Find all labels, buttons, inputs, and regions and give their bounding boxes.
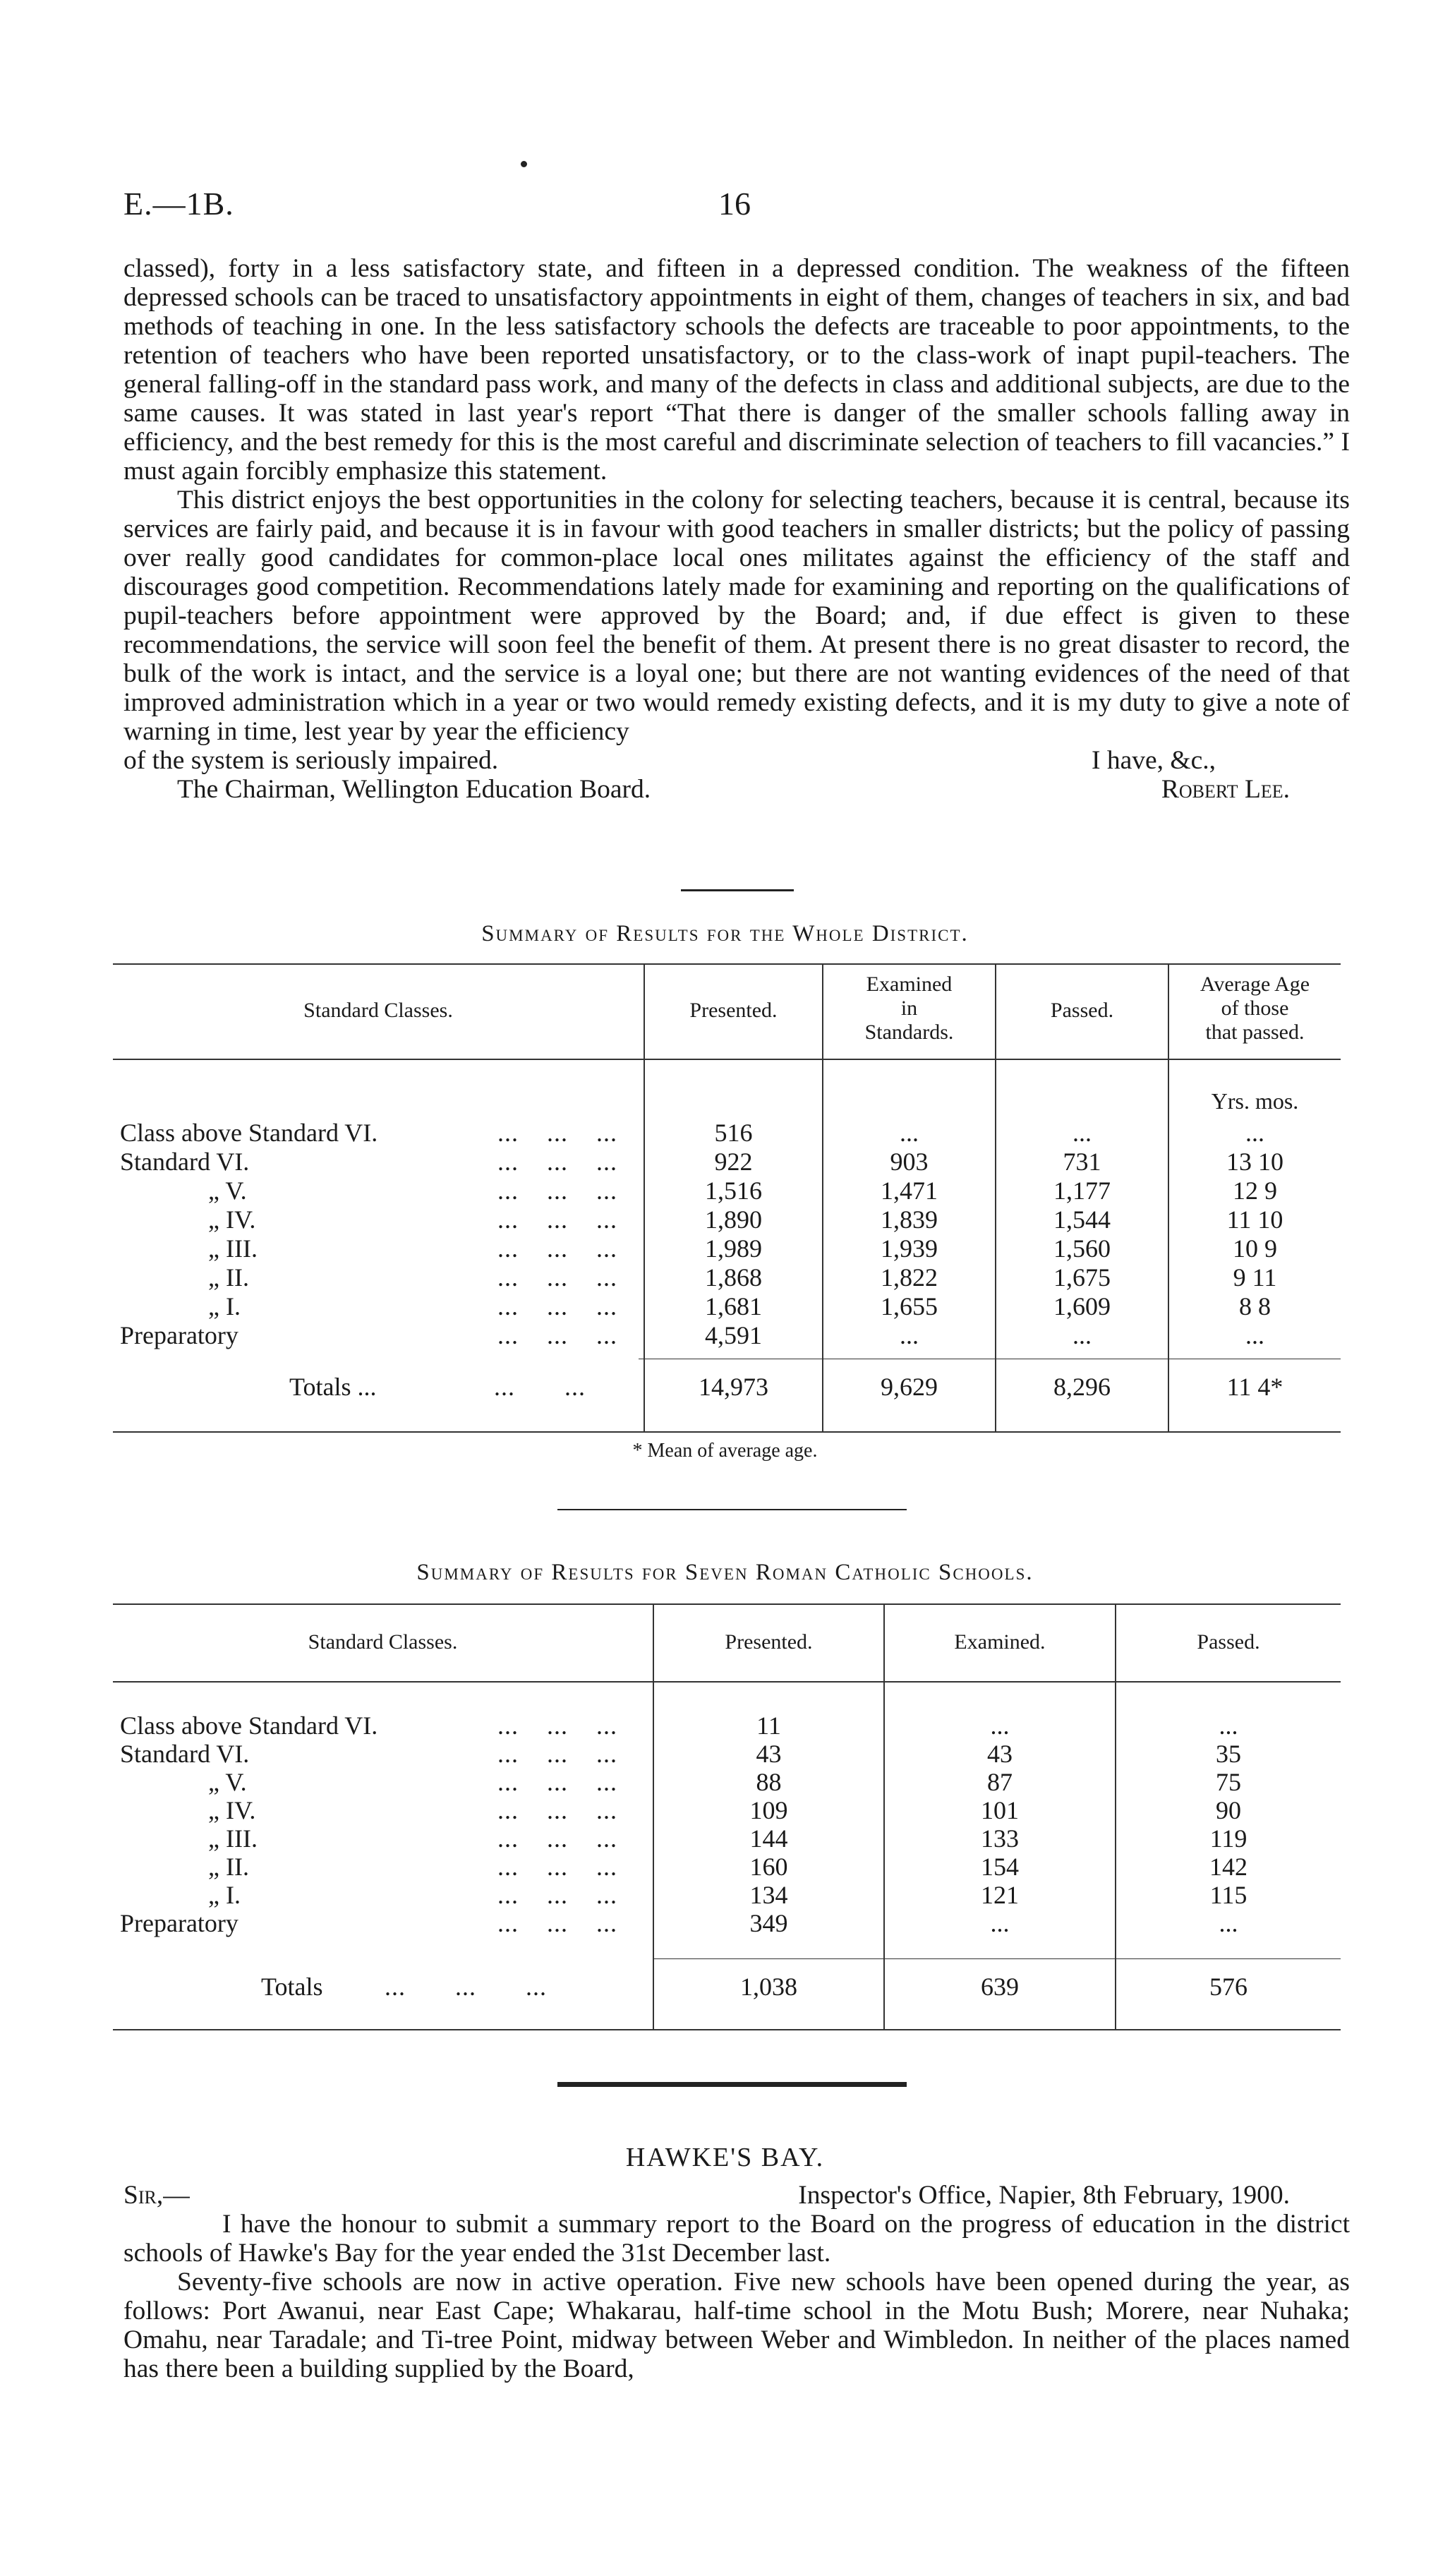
row-label: „ II. [208, 1853, 249, 1881]
table2-bottom-rule [113, 2029, 1341, 2030]
row-label: „ V. [208, 1768, 247, 1796]
body-text [123, 254, 1350, 804]
cell-presented: 349 [749, 1909, 788, 1937]
cell-age: 12 9 [1233, 1176, 1277, 1205]
total-passed: 8,296 [1053, 1373, 1111, 1401]
cell-presented: 11 [756, 1711, 781, 1740]
cell-examined: 101 [981, 1796, 1019, 1824]
cell-presented: 134 [749, 1881, 788, 1909]
table1-header-age: Average Age of those that passed. [1200, 973, 1310, 1044]
leader-dots: ... ... [494, 1373, 586, 1401]
addressee: The Chairman, Wellington Education Board. [177, 775, 651, 804]
cell-passed: 75 [1216, 1768, 1241, 1796]
table1-header-classes: Standard Classes. [303, 999, 453, 1022]
cell-examined: ... [900, 1321, 919, 1349]
totals-row [120, 1973, 1348, 2001]
totals-label: Totals [261, 1973, 323, 2001]
table1-header-passed: Passed. [1050, 999, 1114, 1022]
cell-presented: 88 [756, 1768, 782, 1796]
leader-dots: ... ... ... [497, 1292, 617, 1320]
row-label: „ III. [208, 1824, 258, 1853]
table2-header-passed: Passed. [1197, 1630, 1260, 1654]
cell-passed: ... [1219, 1909, 1238, 1937]
cell-presented: 4,591 [705, 1321, 762, 1349]
totals-row [120, 1373, 1348, 1401]
cell-passed: 1,560 [1053, 1234, 1111, 1263]
table-row [120, 1321, 1348, 1349]
section-heading: HAWKE'S BAY. [625, 2143, 825, 2172]
cell-passed: ... [1073, 1321, 1092, 1349]
row-label: „ IV. [208, 1205, 256, 1234]
table-row [120, 1768, 1348, 1796]
cell-examined: 154 [981, 1853, 1019, 1881]
leader-dots: ... ... ... [497, 1740, 617, 1768]
cell-examined: 1,939 [881, 1234, 938, 1263]
paragraph-1: classed), forty in a less satisfactory state, and fifteen in a depressed condition. The weakness of the fifteen depressed schools can be traced to unsatisfactory appointments in eight of them, changes of teachers in six, and bad methods of teaching in one. In the less satisfactory schools the defects are traceable to poor appointments, to the retention of teachers who have been reported unsatisfactory, or to the class-work of inapt pupil-teachers. The general falling-off in the standard pass work, and many of the defects in class and additional subjects, are due to the same causes. It was stated in last year's report “That there is danger of the smaller schools falling away in efficiency, and the best remedy for this is the most careful and discriminate selection of teachers to fill vacancies.” I must again forcibly emphasize this statement. [123, 254, 1350, 486]
leader-dots: ... ... ... [497, 1853, 617, 1881]
report-code: E.—1B. [123, 186, 234, 222]
cell-presented: 160 [749, 1853, 788, 1881]
cell-presented: 1,890 [705, 1205, 762, 1234]
cell-age: ... [1245, 1119, 1264, 1147]
table-row [120, 1796, 1348, 1824]
cell-passed: 1,609 [1053, 1292, 1111, 1320]
leader-dots: ... ... ... [497, 1119, 617, 1147]
table1-header-rule [113, 1059, 1341, 1060]
table1-top-rule [113, 963, 1341, 965]
print-speck [521, 161, 527, 167]
letter-paragraph-2: Seventy-five schools are now in active operation. Five new schools have been opened during the year, as follows: Port Awanui, near East Cape; Whakarau, half-time school in the Motu Bush; Morere, near Nuhaka; Omahu, near Taradale; and Ti-tree Point, midway between Weber and Wimbledon. In neither of the places named has there been a building supplied by the Board, [123, 2268, 1350, 2383]
cell-age: 11 10 [1226, 1205, 1283, 1234]
table1-footnote: * Mean of average age. [632, 1440, 818, 1462]
row-label: Preparatory [120, 1321, 238, 1349]
cell-age: 8 8 [1239, 1292, 1271, 1320]
leader-dots: ... ... ... [497, 1176, 617, 1205]
leader-dots: ... ... ... [385, 1973, 547, 2001]
cell-age: ... [1245, 1321, 1264, 1349]
dateline: Inspector's Office, Napier, 8th February, 1900. [798, 2181, 1290, 2210]
salutation: Sir,— [123, 2181, 190, 2210]
cell-passed: 142 [1209, 1853, 1247, 1881]
row-label: „ I. [208, 1292, 241, 1320]
cell-presented: 43 [756, 1740, 782, 1768]
table-row [120, 1263, 1348, 1292]
row-label: Standard VI. [120, 1740, 250, 1768]
row-label: Standard VI. [120, 1148, 250, 1176]
table-row [120, 1711, 1348, 1740]
row-label: Preparatory [120, 1909, 238, 1937]
cell-age: 13 10 [1226, 1148, 1283, 1176]
cell-presented: 516 [714, 1119, 753, 1147]
table2-header-classes: Standard Classes. [308, 1630, 458, 1654]
cell-passed: ... [1073, 1119, 1092, 1147]
signature-line [123, 775, 1350, 804]
cell-examined: 133 [981, 1824, 1019, 1853]
cell-examined: 121 [981, 1881, 1019, 1909]
cell-passed: 731 [1063, 1148, 1101, 1176]
row-label: Class above Standard VI. [120, 1711, 378, 1740]
leader-dots: ... ... ... [497, 1234, 617, 1263]
total-examined: 9,629 [881, 1373, 938, 1401]
cell-passed: 119 [1209, 1824, 1247, 1853]
total-examined: 639 [981, 1973, 1019, 2001]
table-row [120, 1909, 1348, 1937]
row-label: „ III. [208, 1234, 258, 1263]
cell-presented: 922 [714, 1148, 753, 1176]
cell-examined: 1,471 [881, 1176, 938, 1205]
leader-dots: ... ... ... [497, 1824, 617, 1853]
table2-caption: Summary of Results for Seven Roman Catholic Schools. [416, 1560, 1034, 1585]
leader-dots: ... ... ... [497, 1768, 617, 1796]
table2-header-rule [113, 1681, 1341, 1683]
table2-header-examined: Examined. [954, 1630, 1046, 1654]
cell-presented: 1,681 [705, 1292, 762, 1320]
cell-presented: 1,516 [705, 1176, 762, 1205]
leader-dots: ... ... ... [497, 1881, 617, 1909]
cell-passed: 1,675 [1053, 1263, 1111, 1292]
row-label: „ V. [208, 1176, 247, 1205]
leader-dots: ... ... ... [497, 1796, 617, 1824]
cell-passed: 1,177 [1053, 1176, 1111, 1205]
leader-dots: ... ... ... [497, 1321, 617, 1349]
leader-dots: ... ... ... [497, 1711, 617, 1740]
closing-line [123, 746, 1350, 775]
letter-salutation-line [123, 2181, 1350, 2210]
section-divider [557, 1509, 907, 1510]
cell-passed: 1,544 [1053, 1205, 1111, 1234]
table-row [120, 1176, 1348, 1205]
table2-header-presented: Presented. [725, 1630, 813, 1654]
cell-examined: ... [990, 1711, 1010, 1740]
table2-top-rule [113, 1603, 1341, 1605]
cell-passed: ... [1219, 1711, 1238, 1740]
total-presented: 14,973 [699, 1373, 768, 1401]
total-presented: 1,038 [740, 1973, 797, 2001]
table2-totals-rule [653, 1958, 1341, 1959]
totals-label: Totals ... [289, 1373, 377, 1401]
page-number: 16 [718, 186, 751, 222]
cell-examined: 1,822 [881, 1263, 938, 1292]
table-row [120, 1148, 1348, 1176]
signature: Robert Lee. [1161, 775, 1290, 804]
leader-dots: ... ... ... [497, 1909, 617, 1937]
cell-examined: 1,839 [881, 1205, 938, 1234]
leader-dots: ... ... ... [497, 1148, 617, 1176]
leader-dots: ... ... ... [497, 1205, 617, 1234]
paragraph-2: This district enjoys the best opportunities in the colony for selecting teachers, because it is central, because its services are fairly paid, and because it is in favour with good teachers in smaller districts; but the policy of passing over really good candidates for common-place local ones militates against the efficiency of the staff and discourages good competition. Recommendations lately made for examining and reporting on the qualifications of pupil-teachers before appointment were approved by the Board; and, if due effect is given to these recommendations, the service will soon feel the benefit of them. At present there is no great disaster to record, the bulk of the work is intact, and the service is a loyal one; but there are not wanting evidences of the need of that improved administration which in a year or two would remedy existing defects, and it is my duty to give a note of warning in time, lest year by year the efficiency [123, 486, 1350, 746]
cell-examined: ... [900, 1119, 919, 1147]
cell-passed: 90 [1216, 1796, 1241, 1824]
cell-examined: 43 [987, 1740, 1013, 1768]
cell-examined: 1,655 [881, 1292, 938, 1320]
table1-header-presented: Presented. [689, 999, 778, 1022]
closing-phrase: I have, &c., [1092, 746, 1216, 775]
paragraph-2-end: of the system is seriously impaired. [123, 746, 499, 775]
cell-presented: 1,868 [705, 1263, 762, 1292]
table-row [120, 1119, 1348, 1147]
table-row [120, 1292, 1348, 1320]
row-label: Class above Standard VI. [120, 1119, 378, 1147]
row-label: „ IV. [208, 1796, 256, 1824]
cell-examined: 87 [987, 1768, 1013, 1796]
cell-presented: 144 [749, 1824, 788, 1853]
leader-dots: ... ... ... [497, 1263, 617, 1292]
table1-bottom-rule [113, 1431, 1341, 1433]
letter-header [123, 2181, 1350, 2383]
cell-age: 10 9 [1233, 1234, 1277, 1263]
table1-header-examined: Examined in Standards. [864, 973, 954, 1044]
cell-presented: 1,989 [705, 1234, 762, 1263]
total-passed: 576 [1209, 1973, 1247, 2001]
table1-caption: Summary of Results for the Whole District. [481, 921, 969, 946]
table-row [120, 1234, 1348, 1263]
cell-passed: 115 [1209, 1881, 1247, 1909]
row-label: „ I. [208, 1881, 241, 1909]
table1-age-units: Yrs. mos. [1211, 1088, 1299, 1114]
cell-examined: 903 [890, 1148, 929, 1176]
cell-age: 9 11 [1233, 1263, 1277, 1292]
heavy-divider [557, 2082, 907, 2087]
cell-presented: 109 [749, 1796, 788, 1824]
cell-examined: ... [990, 1909, 1010, 1937]
total-age: 11 4* [1226, 1373, 1283, 1401]
table-row [120, 1881, 1348, 1909]
cell-passed: 35 [1216, 1740, 1241, 1768]
table-row [120, 1853, 1348, 1881]
row-label: „ II. [208, 1263, 249, 1292]
letter-paragraph-1: I have the honour to submit a summary report to the Board on the progress of education in the district schools of Hawke's Bay for the year ended the 31st December last. [123, 2210, 1350, 2268]
table-row [120, 1824, 1348, 1853]
table-row [120, 1205, 1348, 1234]
section-divider [681, 889, 794, 891]
table-row [120, 1740, 1348, 1768]
